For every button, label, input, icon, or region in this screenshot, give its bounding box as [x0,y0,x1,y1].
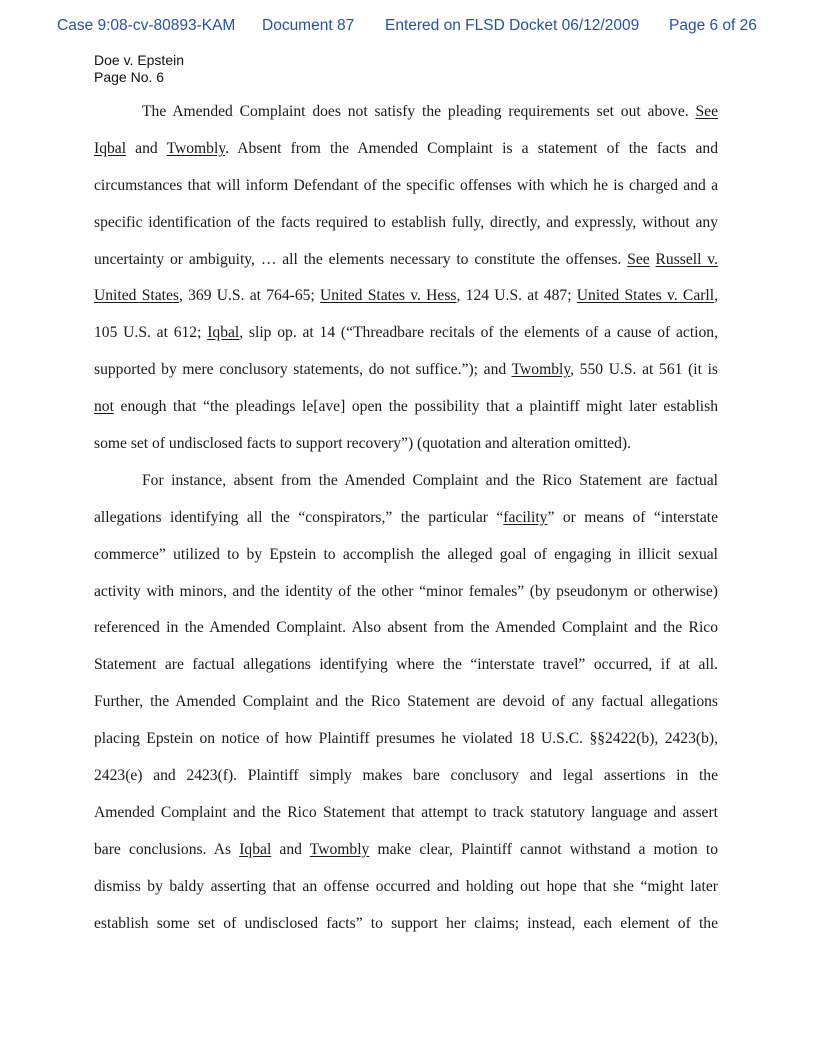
text-line: The Amended Complaint does not satisfy the pleading requirements set out above. See [142,103,718,120]
text-line: uncertainty or ambiguity, … all the elements necessary to constitute the offenses. See Russell v. [94,250,718,268]
citation-underline: Twombly [511,361,571,379]
text-line: United States, 369 U.S. at 764-65; United States v. Hess, 124 U.S. at 487; United States v. Carll, [94,287,719,305]
case-caption: Doe v. Epstein [94,52,185,68]
citation-underline: Russell v. [655,250,718,268]
document-number: Document 87 [262,17,355,34]
citation-underline: Twombly [166,139,226,157]
text-line: Statement are factual allegations identifying where the “interstate travel” occurred, if at all. [94,656,718,674]
document-body [94,98,718,946]
docket-entry: Entered on FLSD Docket 06/12/2009 [385,17,640,34]
text-line: bare conclusions. As Iqbal and Twombly make clear, Plaintiff cannot withstand a motion to [94,840,718,858]
text-line: not enough that “the pleadings le[ave] open the possibility that a plaintiff might later establish [94,398,718,416]
text-line: Further, the Amended Complaint and the Rico Statement are devoid of any factual allegations [94,693,718,711]
citation-underline: See [695,103,718,120]
citation-underline: Iqbal [239,840,272,858]
citation-underline: not [94,398,114,416]
text-line: 105 U.S. at 612; Iqbal, slip op. at 14 (“Threadbare recitals of the elements of a cause of action, [94,324,718,342]
citation-underline: Twombly [309,840,370,858]
text-line: circumstances that will inform Defendant of the specific offenses with which he is charged and a [94,176,718,194]
text-line: supported by mere conclusory statements, do not suffice.”); and Twombly, 550 U.S. at 561 (it is [94,361,718,379]
text-line: For instance, absent from the Amended Complaint and the Rico Statement are factual [142,471,718,489]
citation-underline: Iqbal [94,139,127,157]
text-line: 2423(e) and 2423(f). Plaintiff simply makes bare conclusory and legal assertions in the [94,767,718,785]
text-line: some set of undisclosed facts to support recovery”) (quotation and alteration omitted). [94,435,631,453]
citation-underline: facility [503,508,548,526]
page-count: Page 6 of 26 [669,17,757,34]
citation-underline: United States [94,287,179,305]
text-line: commerce” utilized to by Epstein to accomplish the alleged goal of engaging in illicit sexual [94,545,718,563]
text-line: referenced in the Amended Complaint. Also absent from the Amended Complaint and the Rico [94,619,718,637]
text-line: specific identification of the facts required to establish fully, directly, and expressly, without any [94,213,718,231]
text-line: Amended Complaint and the Rico Statement that attempt to track statutory language and assert [94,803,718,821]
text-line: establish some set of undisclosed facts” to support her claims; instead, each element of the [94,914,718,932]
citation-underline: Iqbal [207,324,240,342]
text-line: placing Epstein on notice of how Plaintiff presumes he violated 18 U.S.C. §§2422(b), 2423(b), [94,730,718,748]
text-line: Iqbal and Twombly. Absent from the Amended Complaint is a statement of the facts and [94,139,719,157]
text-line: allegations identifying all the “conspirators,” the particular “facility” or means of “interstate [94,508,718,526]
citation-underline: See [627,250,650,268]
text-line: activity with minors, and the identity of the other “minor females” (by pseudonym or otherwise) [94,582,718,600]
page-number: Page No. 6 [94,69,165,85]
text-line: dismiss by baldy asserting that an offense occurred and holding out hope that she “might later [94,877,718,895]
citation-underline: United States v. Carll [576,287,715,305]
case-number: Case 9:08-cv-80893-KAM [57,17,236,34]
citation-underline: United States v. Hess [320,287,457,305]
